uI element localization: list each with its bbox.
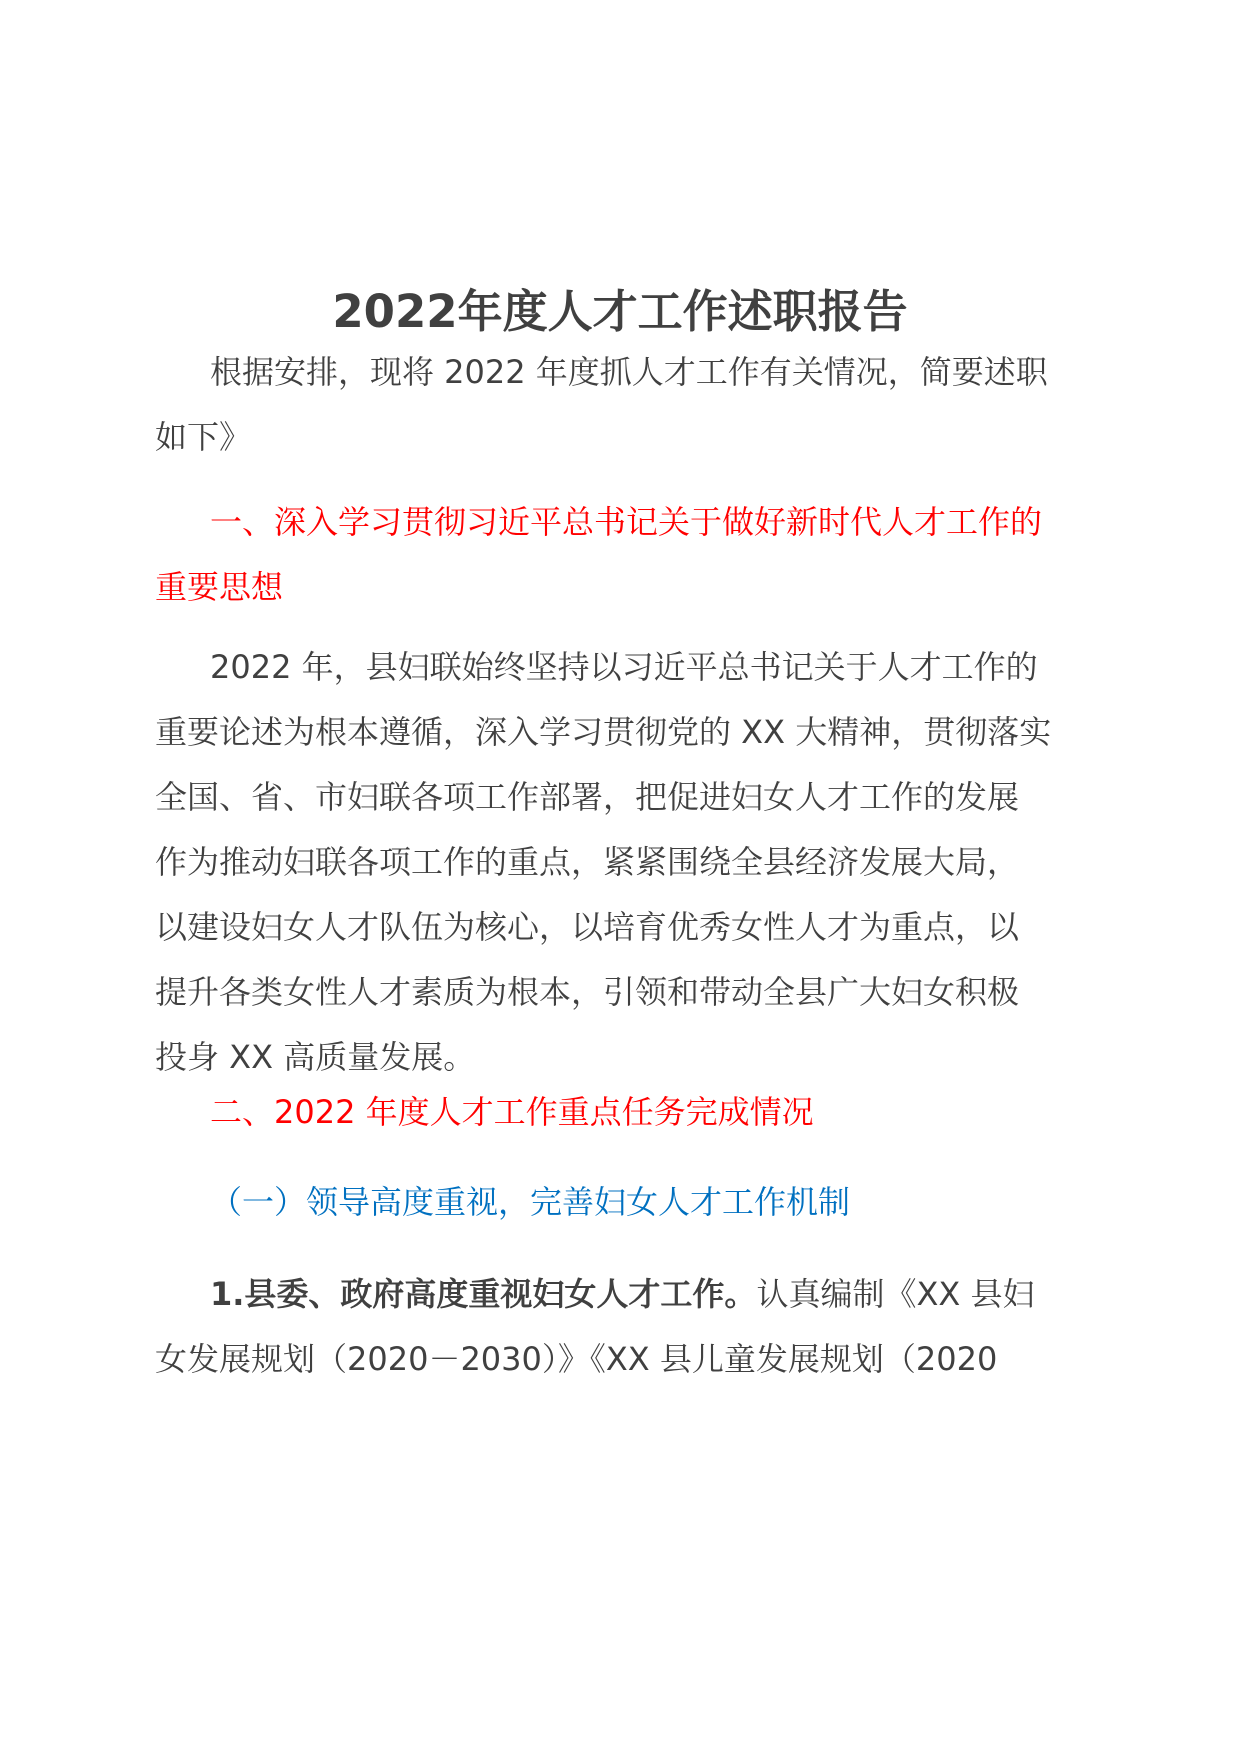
section1-heading — [155, 490, 1090, 620]
section1-body-line: 作为推动妇联各项工作的重点，紧紧围绕全县经济发展大局， — [155, 843, 1020, 881]
section1-body-line: 以建设妇女人才队伍为核心，以培育优秀女性人才为重点，以 — [155, 908, 1020, 946]
section1-heading-line: 一、深入学习贯彻习近平总书记关于做好新时代人才工作的 — [210, 503, 1043, 541]
section2-heading — [155, 1080, 1090, 1145]
section1-body-line: 重要论述为根本遵循，深入学习贯彻党的 XX 大精神，贯彻落实 — [155, 713, 1052, 751]
section2-heading-line: 二、2022 年度人才工作重点任务完成情况 — [210, 1093, 814, 1131]
section1-body-line: 投身 XX 高质量发展。 — [155, 1038, 476, 1076]
section1-heading-line: 重要思想 — [155, 568, 284, 606]
item1-line: 女发展规划（2020－2030）》《XX 县儿童发展规划（2020 — [155, 1340, 998, 1378]
item1-line — [155, 1262, 1090, 1327]
section1-body-line: 提升各类女性人才素质为根本，引领和带动全县广大妇女积极 — [155, 973, 1020, 1011]
section1-body — [155, 635, 1090, 1090]
intro-line: 如下》 — [155, 418, 252, 456]
section1-body-line: 2022 年，县妇联始终坚持以习近平总书记关于人才工作的 — [210, 648, 1038, 686]
subsection1-heading — [155, 1170, 1090, 1235]
intro-line: 根据安排，现将 2022 年度抓人才工作有关情况，简要述职 — [210, 353, 1048, 391]
item1-paragraph — [155, 1262, 1090, 1392]
item1-lead: 1.县委、政府高度重视妇女人才工作。 — [210, 1275, 757, 1313]
intro-paragraph — [155, 340, 1090, 470]
section1-body-line: 全国、省、市妇联各项工作部署，把促进妇女人才工作的发展 — [155, 778, 1020, 816]
document-title: 2022年度人才工作述职报告 — [332, 285, 908, 338]
item1-rest: 认真编制《XX 县妇 — [756, 1275, 1035, 1313]
subsection1-heading-line: （一）领导高度重视，完善妇女人才工作机制 — [210, 1183, 851, 1221]
